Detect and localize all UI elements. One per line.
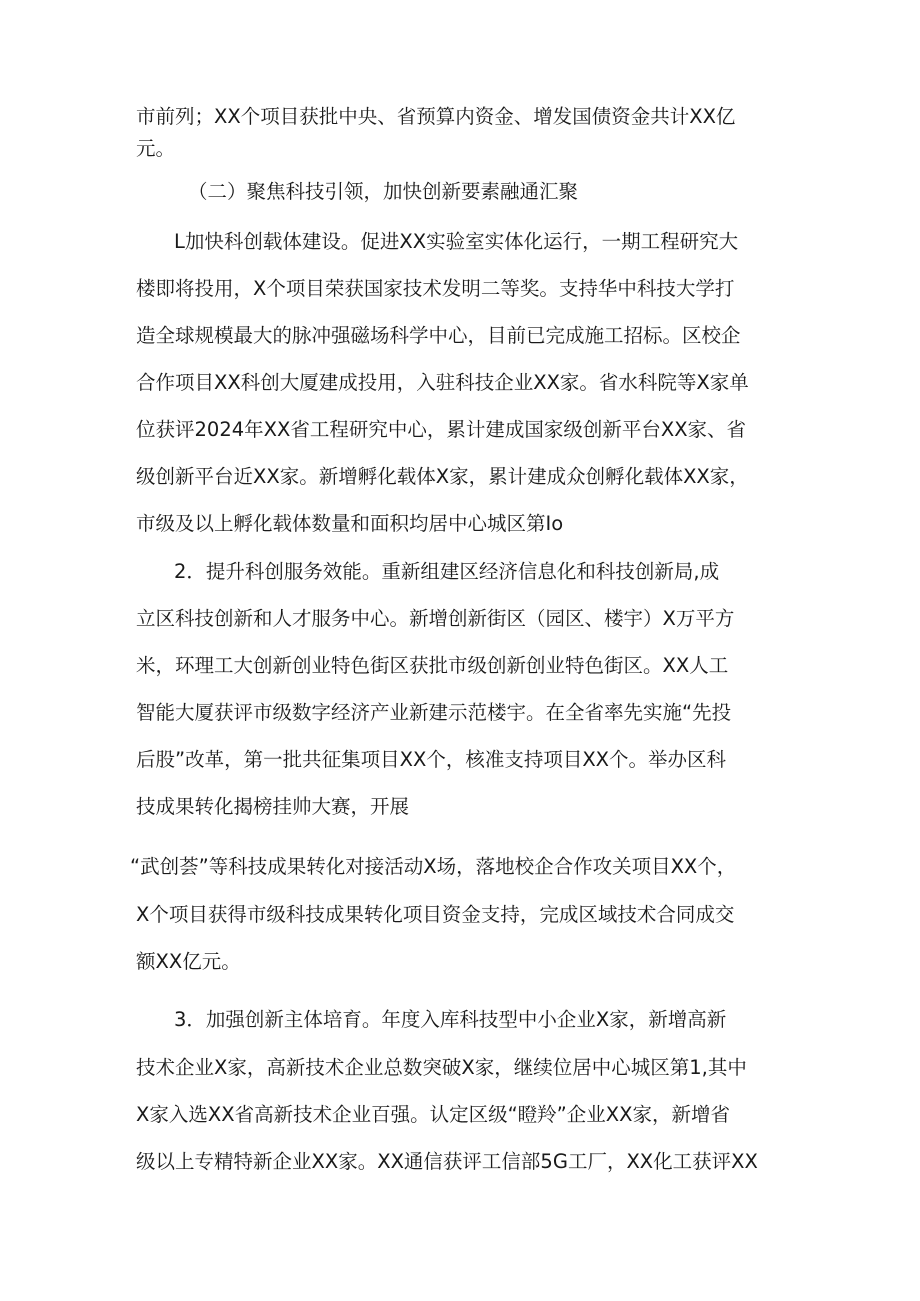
text-line: 米，环理工大创新创业特色街区获批市级创新创业特色街区。XX人工: [136, 654, 729, 677]
section-heading: （二）聚焦科技引领，加快创新要素融通汇聚: [188, 180, 579, 203]
text-line: X个项目获得市级科技成果转化项目资金支持，完成区域技术合同成交: [136, 903, 735, 926]
text-line: 额XX亿元。: [136, 950, 241, 973]
text-line: 造全球规模最大的脉冲强磁场科学中心，目前已完成施工招标。区校企: [136, 324, 741, 347]
text-line: X家入选XX省高新技术企业百强。认定区级“瞪羚”企业XX家，新增省: [136, 1103, 730, 1126]
text-line: “武创荟”等科技成果转化对接活动X场，落地校企合作攻关项目XX个，: [130, 855, 737, 878]
text-line: 后股”改革，第一批共征集项目XX个，核准支持项目XX个。举办区科: [136, 748, 727, 771]
paragraph-2-start: 2．提升科创服务效能。重新组建区经济信息化和科技创新局,成: [174, 560, 720, 583]
text-line: 级以上专精特新企业XX家。XX通信获评工信部5G工厂，XX化工获评XX: [136, 1150, 758, 1173]
text-line: 市前列；XX个项目获批中央、省预算内资金、增发国债资金共计XX亿: [136, 105, 736, 128]
text-line: 智能大厦获评市级数字经济产业新建示范楼宇。在全省率先实施“先投: [136, 701, 732, 724]
text-line: 立区科技创新和人才服务中心。新增创新街区（园区、楼宇）X万平方: [136, 607, 735, 630]
text-line: 合作项目XX科创大厦建成投用，入驻科技企业XX家。省水科院等X家单: [136, 371, 749, 394]
text-line: 元。: [136, 137, 176, 160]
text-line: 位获评2024年XX省工程研究中心，累计建成国家级创新平台XX家、省: [136, 418, 747, 441]
text-line: 市级及以上孵化载体数量和面积均居中心城区第Io: [136, 512, 564, 535]
text-line: 技术企业X家，高新技术企业总数突破X家，继续位居中心城区第1,其中: [136, 1056, 747, 1079]
text-line: 技成果转化揭榜挂帅大赛，开展: [136, 795, 410, 818]
text-line: 级创新平台近XX家。新增孵化载体X家，累计建成众创孵化载体XX家，: [136, 465, 749, 488]
paragraph-3-start: 3．加强创新主体培育。年度入库科技型中小企业X家，新增高新: [174, 1008, 727, 1031]
paragraph-1-start: L加快科创载体建设。促进XX实验室实体化运行，一期工程研究大: [174, 230, 739, 253]
text-line: 楼即将投用，X个项目荣获国家技术发明二等奖。支持华中科技大学打: [136, 277, 735, 300]
